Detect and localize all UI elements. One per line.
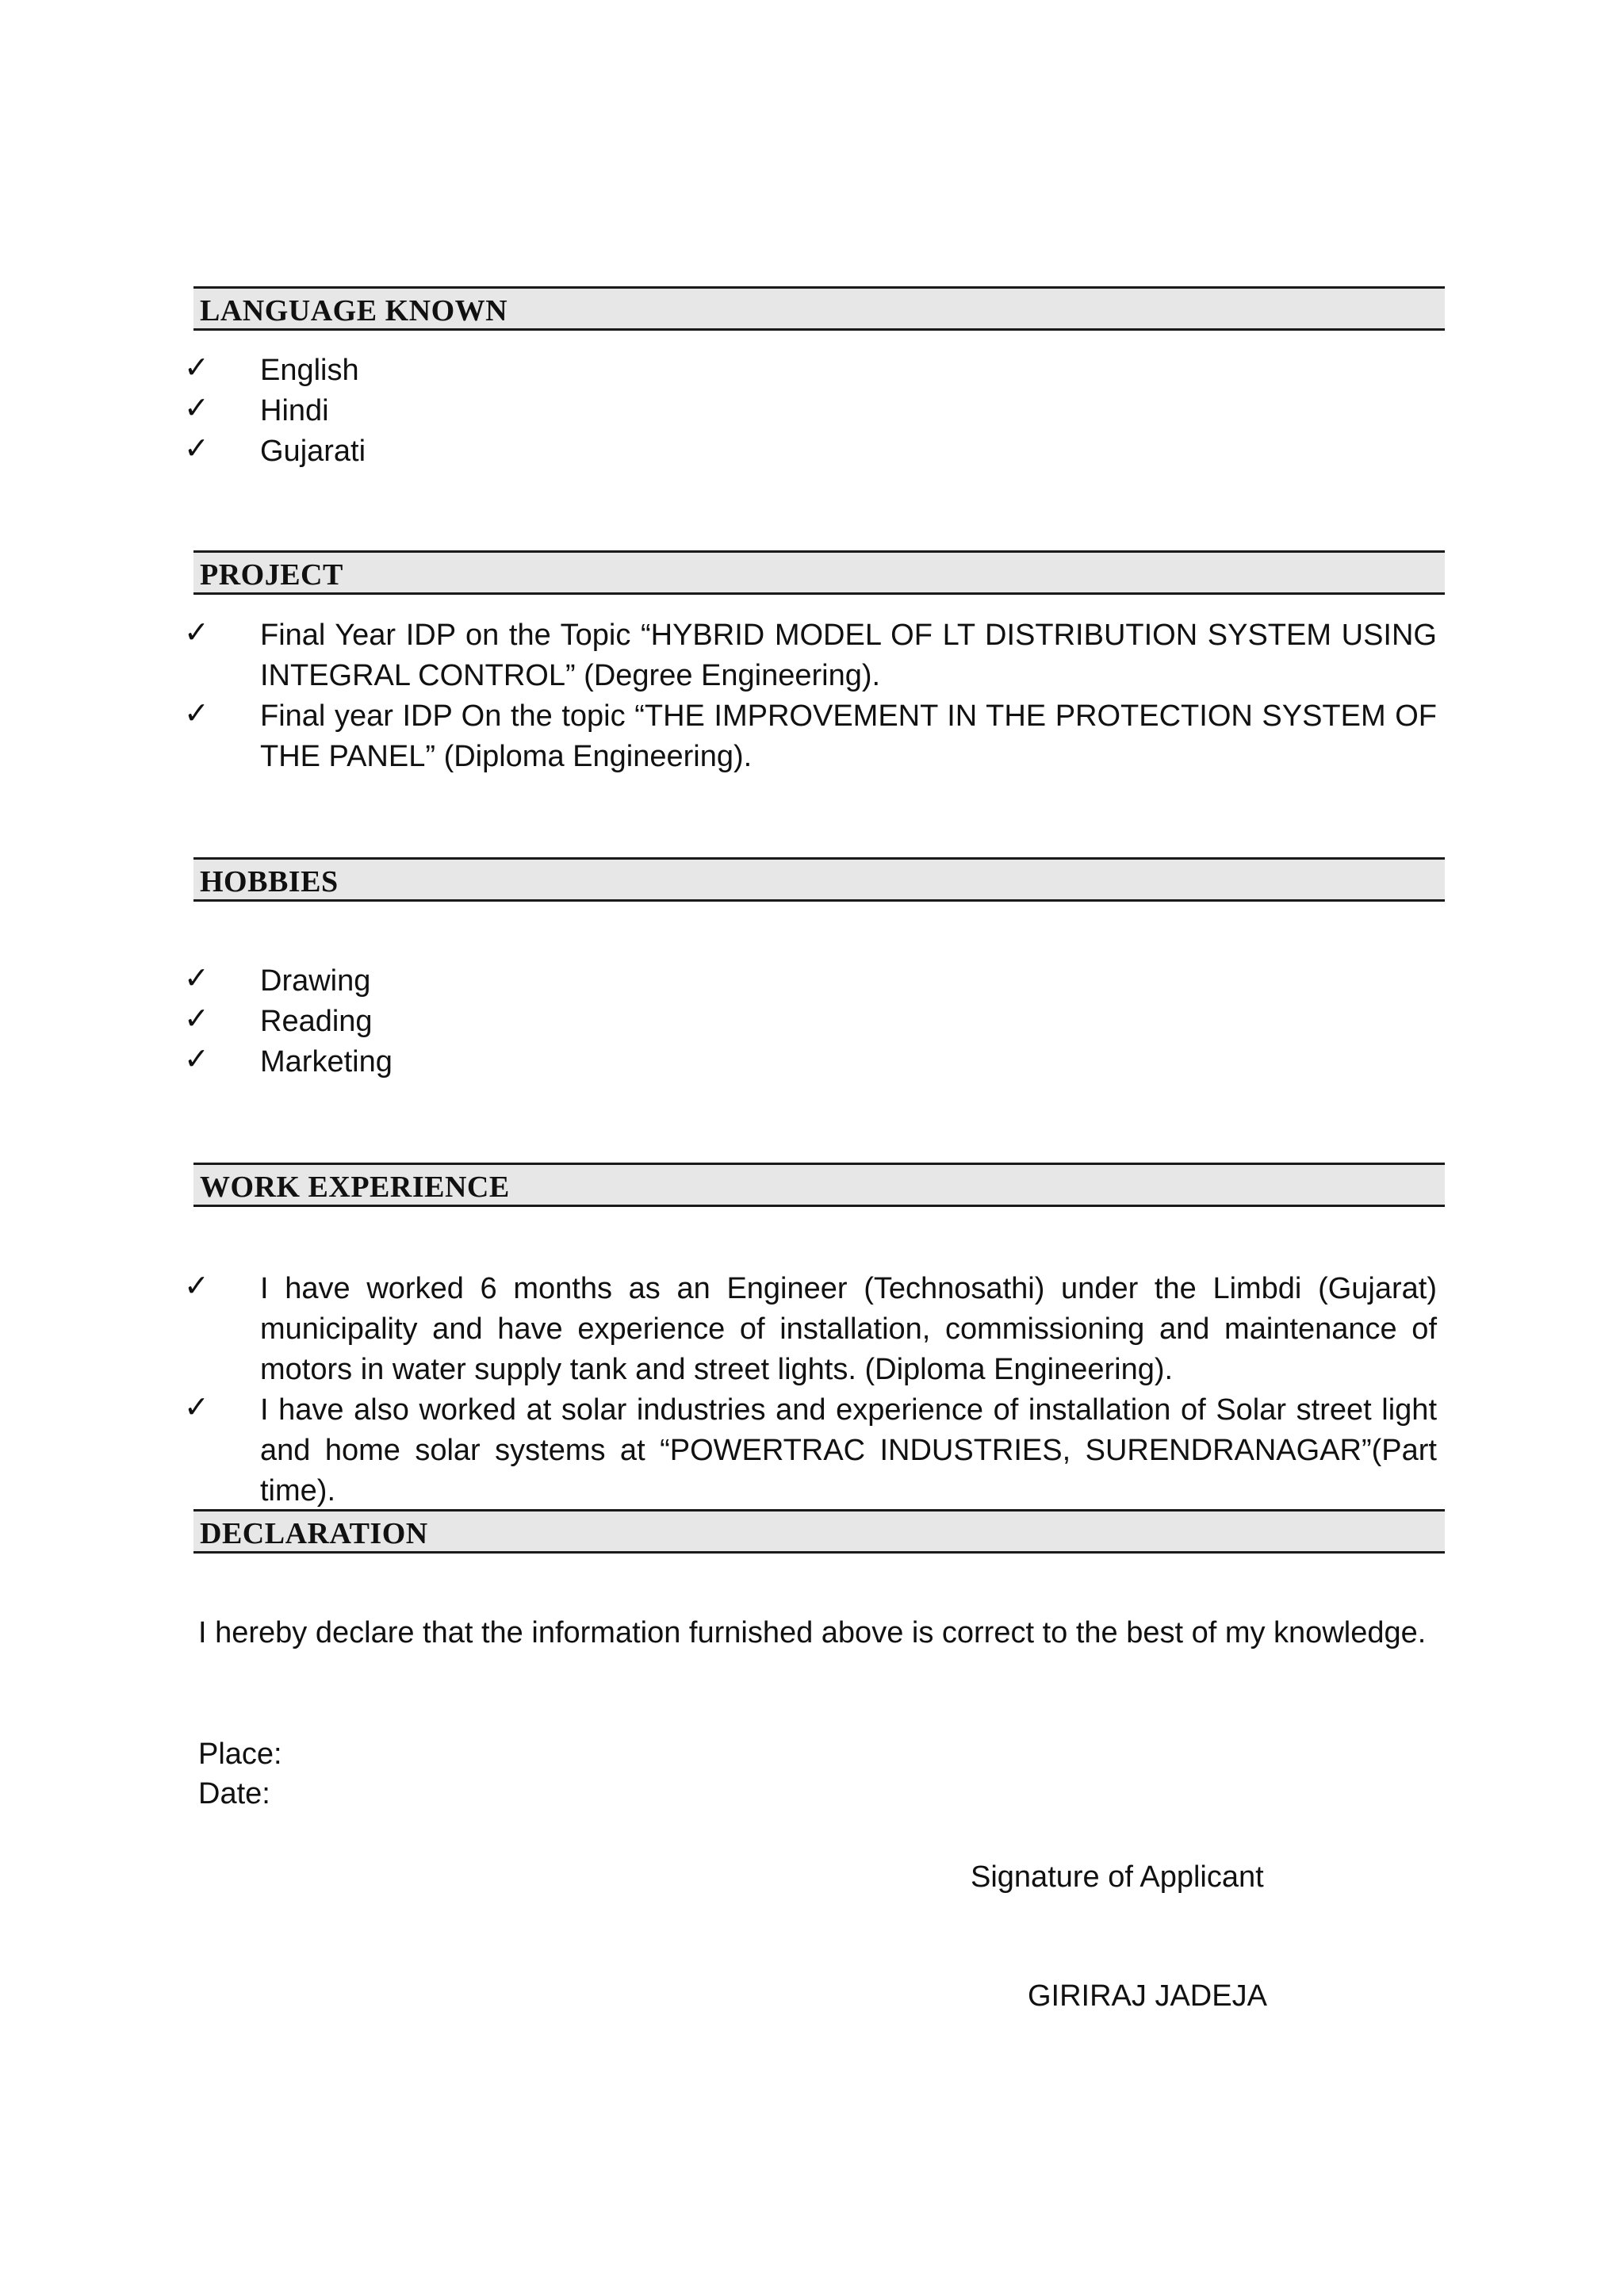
section-heading-work-text: WORK EXPERIENCE (200, 1170, 510, 1204)
section-heading-language-text: LANGUAGE KNOWN (200, 294, 508, 328)
list-item: ✓ Marketing (184, 1042, 1437, 1082)
section-heading-project-text: PROJECT (200, 558, 343, 592)
checkmark-icon: ✓ (184, 695, 209, 730)
hobbies-list (184, 961, 1437, 1082)
checkmark-icon: ✓ (184, 615, 209, 649)
work-list (184, 1269, 1437, 1511)
project-list (184, 615, 1437, 777)
section-heading-hobbies (193, 857, 1445, 902)
list-item: ✓ Reading (184, 1002, 1437, 1042)
list-item: ✓ Hindi (184, 391, 1437, 431)
list-item: ✓ Gujarati (184, 431, 1437, 472)
section-heading-hobbies-text: HOBBIES (200, 865, 339, 898)
section-heading-project (193, 550, 1445, 595)
checkmark-icon: ✓ (184, 960, 209, 995)
list-item: ✓ Final Year IDP on the Topic “HYBRID MODEL OF LT DISTRIBUTION SYSTEM USING INTEGRAL CONTROL” (Degree Engineering). (184, 615, 1437, 696)
section-heading-declaration-text: DECLARATION (200, 1517, 428, 1550)
list-item: ✓ Drawing (184, 961, 1437, 1002)
applicant-name: GIRIRAJ JADEJA (1028, 1979, 1267, 2013)
checkmark-icon: ✓ (184, 431, 209, 466)
checkmark-icon: ✓ (184, 390, 209, 425)
section-heading-language (193, 286, 1445, 331)
checkmark-icon: ✓ (184, 350, 209, 385)
list-item: ✓ I have also worked at solar industries and experience of installation of Solar street light and home solar systems at “POWERTRAC INDUSTRIES, SURENDRANAGAR”(Part time). (184, 1390, 1437, 1511)
section-heading-declaration (193, 1509, 1445, 1554)
list-item: ✓ I have worked 6 months as an Engineer (Technosathi) under the Limbdi (Gujarat) municipality and have experience of installation, commissioning and maintenance of motors in water supply tank and street lights. (Diploma Engineering). (184, 1269, 1437, 1390)
checkmark-icon: ✓ (184, 1389, 209, 1424)
section-heading-work (193, 1163, 1445, 1207)
checkmark-icon: ✓ (184, 1268, 209, 1303)
language-list (184, 351, 1437, 472)
signature-label: Signature of Applicant (971, 1860, 1264, 1894)
declaration-text: I hereby declare that the information furnished above is correct to the best of my knowledge. (198, 1616, 1427, 1649)
checkmark-icon: ✓ (184, 1041, 209, 1076)
place-label: Place: (198, 1738, 282, 1771)
list-item: ✓ Final year IDP On the topic “THE IMPROVEMENT IN THE PROTECTION SYSTEM OF THE PANEL” (Diploma Engineering). (184, 696, 1437, 777)
date-label: Date: (198, 1777, 270, 1810)
checkmark-icon: ✓ (184, 1001, 209, 1036)
list-item: ✓ English (184, 351, 1437, 391)
